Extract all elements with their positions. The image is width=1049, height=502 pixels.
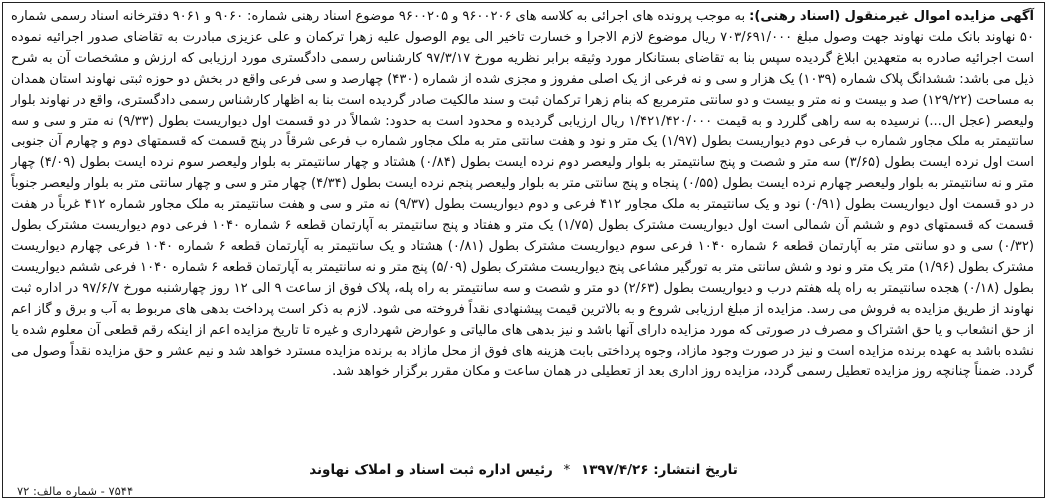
notice-footer [3,462,1044,478]
notice-text: به موجب پرونده های اجرائی به کلاسه های ۹۶۰۰۲۰۶ و ۹۶۰۰۲۰۵ موضوع اسناد رهنی شماره: ۹۰۶۰ و ۹۰۶۱ دفترخانه اسناد رسمی شماره ۵۰ نهاوند بانک ملت نهاوند جهت وصول مبلغ ۷۰۳/۶۹۱/۰۰۰ ریال موضوع لازم الاجرا و خسارت تاخیر الی یوم الوصول علیه زهرا ترکمان و علی عزیزی مبادرت به تقاضای صدور اجرائیه نموده است اجرائیه صادره به متعهدین ابلاغ گردیده سپس بنا به تقاضای بستانکار مورد وثیقه برابر نظریه مورخ ۹۷/۳/۱۷ کارشناس رسمی دادگستری مورد ارزیابی که ارزش و مشخصات آن به شرح ذیل می باشد: ششدانگ پلاک شماره (۱۰۳۹) یک هزار و سی و نه فرعی از یک اصلی مفروز و مجزی شده از شماره (۴۳۰) چهارصد و سی فرعی واقع در بخش دو حوزه ثبتی نهاوند استان همدان به مساحت (۱۲۹/۲۲) صد و بیست و نه متر و بیست و دو سانتی مترمربع که بنام زهرا ترکمان ثبت و سند مالکیت صادر گردیده است بنا به اظهار کارشناس رسمی دادگستری، واقع در نهاوند بلوار ولیعصر (عجل ال...) نرسیده به سه راهی گلررد و به قیمت ۱/۴۲۱/۴۲۰/۰۰۰ ریال ارزیابی گردیده و محدود است به حدود: شمالاً در دو قسمت اول دیواریست بطول (۹/۳۳) نه متر و سی و سه سانتیمتر به ملک مجاور شماره ب فرعی دوم دیواریست بطول (۱/۹۷) یک متر و نود و هفت سانتی متر به ملک مجاور شماره ب فرعی شرقاً در پنج قسمت که قسمتهای دوم و چهارم آن جنوبی است اول نرده ایست بطول (۳/۶۵) سه متر و شصت و پنج سانتیمتر به بلوار ولیعصر دوم نرده ایست بطول (۰/۸۴) هشتاد و چهار سانتیمتر به بلوار ولیعصر سوم نرده ایست بطول (۴/۰۹) چهار متر و نه سانتیمتر به بلوار ولیعصر چهارم نرده ایست بطول (۰/۵۵) پنجاه و پنج سانتی متر به بلوار ولیعصر پنجم نرده ایست بطول (۴/۳۴) چهار متر و سی و چهار سانتی متر به بلوار ولیعصر جنوباً در دو قسمت اول دیواریست بطول (۰/۹۱) نود و یک سانتیمتر به ملک مجاور ۴۱۲ فرعی و دوم دیواریست بطول (۹/۳۷) نه متر و سی و هفت سانتیمتر به ملک مجاور شماره ۴۱۲ غرباً در هفت قسمت که قسمتهای دوم و ششم آن شمالی است اول دیواریست مشترک بطول (۱/۷۵) یک متر و هفتاد و پنج سانتیمتر به آپارتمان قطعه ۶ شماره ۱۰۴۰ فرعی دوم دیواریست مشترک بطول (۰/۳۲) سی و دو سانتی متر به آپارتمان قطعه ۶ شماره ۱۰۴۰ فرعی سوم دیواریست مشترک بطول (۰/۸۱) هشتاد و یک سانتیمتر به آپارتمان قطعه ۶ شماره ۱۰۴۰ فرعی چهارم دیواریست مشترک بطول (۱/۹۶) متر یک متر و نود و شش سانتی متر به تورگیر مشاعی پنج دیواریست مشترک بطول (۵/۰۹) پنج متر و نه سانتیمتر به آپارتمان قطعه ۶ شماره ۱۰۴۰ فرعی ششم دیواریست بطول (۰/۱۸) هجده سانتیمتر به راه پله هفتم درب و دیواریست بطول (۲/۶۳) دو متر و شصت و سه سانتیمتر به راه پله، پلاک فوق از ساعت ۹ الی ۱۲ روز چهارشنبه مورخ ۹۷/۶/۷ در اداره ثبت نهاوند از طریق مزایده به فروش می رسد. مزایده از مبلغ ارزیابی شروع و به بالاترین قیمت پیشنهادی نقداً فروخته می شود. لازم به ذکر است پرداخت بدهی های مربوط به آب و برق و گاز اعم از حق انشعاب و یا حق اشتراک و مصرف در صورتی که مورد مزایده دارای آنها باشد و نیز بدهی های مالیاتی و عوارض شهرداری و غیره تا تاریخ مزایده اعم از اینکه رقم قطعی آن معلوم شده یا نشده باشد به عهده برنده مزایده است و نیز در صورت وجود مازاد، وجوه پرداختی بابت هزینه های فوق از محل مازاد به برنده مزایده مسترد خواهد شد و نیم عشر و حق مزایده نقداً وصول می گردد. ضمناً چنانچه روز مزایده تعطیل رسمی گردد، مزایده روز اداری بعد از تعطیلی در همان ساعت و مکان مقرر برگزار خواهد شد. [11,9,1035,380]
ad-code: ۷۵۴۴ - شماره مالف: ۷۲ [17,484,134,498]
publication-date: تاریخ انتشار: ۱۳۹۷/۴/۲۶ [580,462,738,478]
signature: رئیس اداره ثبت اسناد و املاک نهاوند [309,462,553,478]
footer-separator: * [563,462,571,478]
notice-body [11,7,1034,383]
notice-frame [2,2,1045,498]
notice-title: آگهی مزایده اموال غیرمنقول (اسناد رهنی): [749,9,1034,24]
